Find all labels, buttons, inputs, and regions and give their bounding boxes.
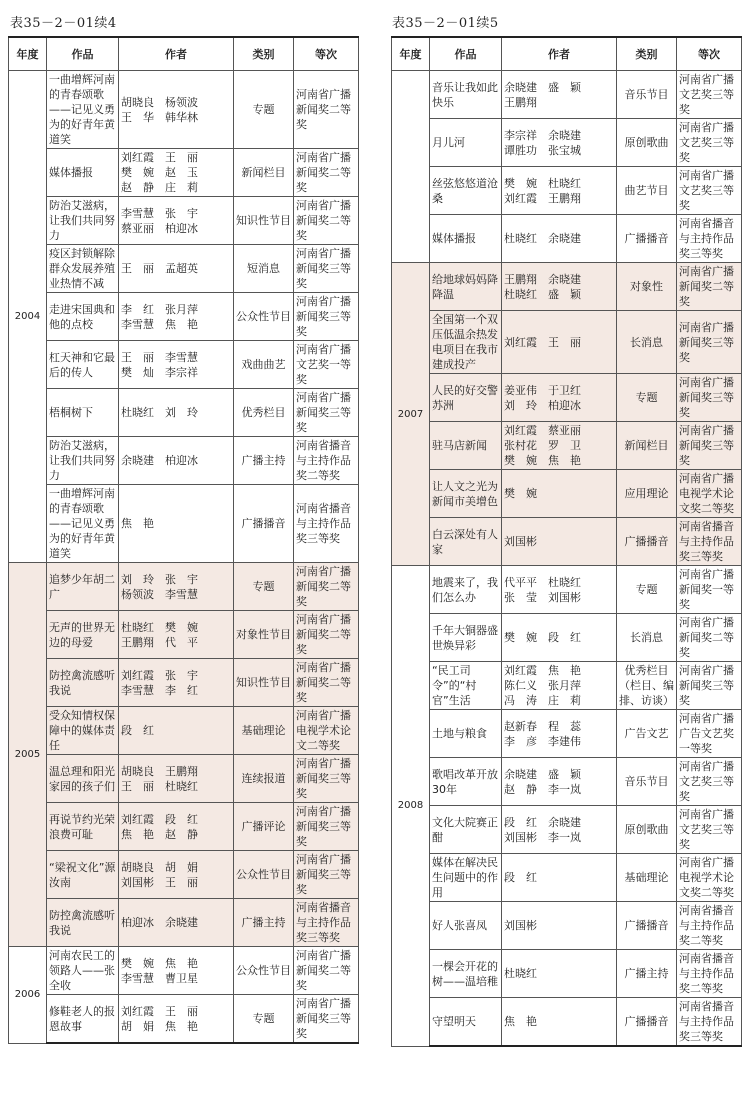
author-cell: 余晓建 盛 颖 赵 静 李一岚 [502, 758, 617, 806]
header-work: 作品 [430, 37, 502, 71]
category-cell: 公众性节目 [234, 851, 294, 899]
header-work: 作品 [47, 37, 119, 71]
table-row [9, 437, 359, 485]
work-cell: 守望明天 [430, 998, 502, 1047]
table-row [9, 245, 359, 293]
work-cell: 让人文之光为新闻市美增色 [430, 470, 502, 518]
table-row [9, 659, 359, 707]
work-cell: 媒体播报 [430, 215, 502, 263]
table-row [9, 995, 359, 1044]
year-cell: 2004 [9, 71, 47, 563]
work-cell: 白云深处有人家 [430, 518, 502, 566]
award-cell: 河南省广播电视学术论文奖二等奖 [677, 854, 742, 902]
table-row [392, 614, 742, 662]
header-category: 类别 [234, 37, 294, 71]
award-cell: 河南省广播新闻奖二等奖 [294, 149, 359, 197]
category-cell: 广播评论 [234, 803, 294, 851]
work-cell: 防治艾滋病，让我们共同努力 [47, 437, 119, 485]
award-cell: 河南省广播新闻奖一等奖 [677, 566, 742, 614]
work-cell: 杠天神和它最后的传人 [47, 341, 119, 389]
category-cell: 短消息 [234, 245, 294, 293]
work-cell: 走进宋国典和他的点校 [47, 293, 119, 341]
category-cell: 优秀栏目（栏目、编排、访谈） [617, 662, 677, 710]
table-row [392, 950, 742, 998]
author-cell: 李 红 张月萍 李雪慧 焦 艳 [119, 293, 234, 341]
award-cell: 河南省播音与主持作品奖三等奖 [677, 998, 742, 1047]
work-cell: 音乐让我如此快乐 [430, 71, 502, 119]
right-table-caption: 表35－2－01续5 [392, 16, 499, 31]
table-row [392, 263, 742, 311]
category-cell: 知识性节目 [234, 659, 294, 707]
category-cell: 长消息 [617, 614, 677, 662]
author-cell: 代平平 杜晓红 张 莹 刘国彬 [502, 566, 617, 614]
award-cell: 河南省广播新闻奖三等奖 [294, 851, 359, 899]
table-row [9, 947, 359, 995]
award-cell: 河南省广播文艺奖三等奖 [677, 119, 742, 167]
award-cell: 河南省播音与主持作品奖二等奖 [677, 902, 742, 950]
category-cell: 公众性节目 [234, 947, 294, 995]
header-category: 类别 [617, 37, 677, 71]
category-cell: 广播播音 [234, 485, 294, 563]
table-row [392, 662, 742, 710]
award-cell: 河南省广播新闻奖三等奖 [677, 311, 742, 374]
award-cell: 河南省播音与主持作品奖三等奖 [294, 485, 359, 563]
header-award: 等次 [294, 37, 359, 71]
work-cell: 月儿河 [430, 119, 502, 167]
author-cell: 刘红霞 段 红 焦 艳 赵 静 [119, 803, 234, 851]
author-cell: 姜亚伟 于卫红 刘 玲 柏迎冰 [502, 374, 617, 422]
work-cell: 追梦少年胡二广 [47, 563, 119, 611]
category-cell: 戏曲曲艺 [234, 341, 294, 389]
author-cell: 段 红 [119, 707, 234, 755]
work-cell: 修鞋老人的报恩故事 [47, 995, 119, 1044]
author-cell: 王鹏翔 余晓建 杜晓红 盛 颖 [502, 263, 617, 311]
award-cell: 河南省播音与主持作品奖二等奖 [294, 437, 359, 485]
author-cell: 刘红霞 王 丽 胡 娟 焦 艳 [119, 995, 234, 1044]
header-year: 年度 [9, 37, 47, 71]
award-cell: 河南省广播广告文艺奖一等奖 [677, 710, 742, 758]
award-cell: 河南省广播新闻奖二等奖 [677, 614, 742, 662]
author-cell: 樊 婉 杜晓红 刘红霞 王鹏翔 [502, 167, 617, 215]
author-cell: 樊 婉 [502, 470, 617, 518]
year-cell: 2005 [9, 563, 47, 947]
category-cell: 基础理论 [234, 707, 294, 755]
award-cell: 河南省播音与主持作品奖三等奖 [677, 518, 742, 566]
category-cell: 广告文艺 [617, 710, 677, 758]
work-cell: 河南农民工的领路人——张全收 [47, 947, 119, 995]
author-cell: 余晓建 盛 颖 王鹏翔 [502, 71, 617, 119]
table-row [392, 806, 742, 854]
award-cell: 河南省播音与主持作品奖三等奖 [677, 215, 742, 263]
work-cell: 媒体在解决民生问题中的作用 [430, 854, 502, 902]
author-cell: 杜晓红 余晓建 [502, 215, 617, 263]
author-cell: 刘国彬 [502, 518, 617, 566]
author-cell: 刘红霞 焦 艳 陈仁义 张月萍 冯 涛 庄 莉 [502, 662, 617, 710]
category-cell: 对象性节目 [234, 611, 294, 659]
table-row [9, 485, 359, 563]
award-cell: 河南省播音与主持作品奖三等奖 [294, 899, 359, 947]
author-cell: 李宗祥 余晓建 谭胜功 张宝城 [502, 119, 617, 167]
work-cell: 歌唱改革开放30年 [430, 758, 502, 806]
award-cell: 河南省广播新闻奖三等奖 [677, 422, 742, 470]
author-cell: 段 红 [502, 854, 617, 902]
category-cell: 广播播音 [617, 518, 677, 566]
left-award-table [8, 36, 359, 1044]
category-cell: 广播播音 [617, 998, 677, 1047]
table-row [392, 215, 742, 263]
work-cell: 地震来了，我们怎么办 [430, 566, 502, 614]
table-row [392, 758, 742, 806]
award-cell: 河南省广播新闻奖二等奖 [294, 563, 359, 611]
work-cell: 防治艾滋病，让我们共同努力 [47, 197, 119, 245]
award-cell: 河南省广播文艺奖三等奖 [677, 167, 742, 215]
author-cell: 樊 婉 段 红 [502, 614, 617, 662]
award-cell: 河南省广播新闻奖三等奖 [294, 389, 359, 437]
year-cell [392, 71, 430, 263]
table-row [392, 854, 742, 902]
table-row [9, 197, 359, 245]
work-cell: 温总理和阳光家园的孩子们 [47, 755, 119, 803]
table-row [9, 149, 359, 197]
category-cell: 公众性节目 [234, 293, 294, 341]
table-row [392, 422, 742, 470]
table-row [392, 374, 742, 422]
category-cell: 应用理论 [617, 470, 677, 518]
work-cell: “民工司令”的“村官”生活 [430, 662, 502, 710]
work-cell: 给地球妈妈降降温 [430, 263, 502, 311]
author-cell: 焦 艳 [502, 998, 617, 1047]
author-cell: 刘红霞 王 丽 樊 婉 赵 玉 赵 静 庄 莉 [119, 149, 234, 197]
author-cell: 刘红霞 王 丽 [502, 311, 617, 374]
category-cell: 广播播音 [617, 215, 677, 263]
header-author: 作者 [502, 37, 617, 71]
author-cell: 段 红 余晓建 刘国彬 李一岚 [502, 806, 617, 854]
category-cell: 专题 [234, 995, 294, 1044]
category-cell: 广播播音 [617, 902, 677, 950]
category-cell: 原创歌曲 [617, 119, 677, 167]
award-cell: 河南省广播电视学术论文二等奖 [294, 707, 359, 755]
header-year: 年度 [392, 37, 430, 71]
category-cell: 对象性 [617, 263, 677, 311]
work-cell: 文化大院赛正酣 [430, 806, 502, 854]
author-cell: 赵新春 程 蕊 李 彦 李建伟 [502, 710, 617, 758]
work-cell: 一曲增辉河南的青春颂歌——记见义勇为的好青年黄道笑 [47, 71, 119, 149]
table-header-row [9, 37, 359, 71]
category-cell: 长消息 [617, 311, 677, 374]
table-row [9, 707, 359, 755]
author-cell: 刘 玲 张 宇 杨领波 李雪慧 [119, 563, 234, 611]
award-cell: 河南省广播文艺奖一等奖 [294, 341, 359, 389]
award-cell: 河南省广播文艺奖三等奖 [677, 806, 742, 854]
author-cell: 王 丽 孟超英 [119, 245, 234, 293]
award-cell: 河南省广播新闻奖三等奖 [294, 803, 359, 851]
author-cell: 杜晓红 樊 婉 王鹏翔 代 平 [119, 611, 234, 659]
year-cell: 2007 [392, 263, 430, 566]
work-cell: 土地与粮食 [430, 710, 502, 758]
work-cell: 驻马店新闻 [430, 422, 502, 470]
table-row [9, 389, 359, 437]
work-cell: 防控禽流感听我说 [47, 899, 119, 947]
author-cell: 胡晓良 杨领波 王 华 韩华林 [119, 71, 234, 149]
category-cell: 广播主持 [617, 950, 677, 998]
author-cell: 焦 艳 [119, 485, 234, 563]
award-cell: 河南省广播新闻奖三等奖 [677, 374, 742, 422]
category-cell: 新闻栏目 [234, 149, 294, 197]
work-cell: 丝弦悠悠道沧桑 [430, 167, 502, 215]
work-cell: 千年大铜器盛世焕异彩 [430, 614, 502, 662]
table-row [392, 710, 742, 758]
author-cell: 刘国彬 [502, 902, 617, 950]
award-cell: 河南省广播新闻奖三等奖 [294, 245, 359, 293]
award-cell: 河南省广播新闻奖二等奖 [294, 197, 359, 245]
work-cell: 疫区封锁解除群众发展养殖业热情不减 [47, 245, 119, 293]
table-row [9, 755, 359, 803]
table-row [392, 311, 742, 374]
category-cell: 音乐节目 [617, 71, 677, 119]
table-row [9, 71, 359, 149]
author-cell: 刘红霞 蔡亚丽 张村花 罗 卫 樊 婉 焦 艳 [502, 422, 617, 470]
table-row [9, 851, 359, 899]
award-cell: 河南省广播文艺奖三等奖 [677, 71, 742, 119]
category-cell: 专题 [617, 566, 677, 614]
award-cell: 河南省广播新闻奖二等奖 [677, 263, 742, 311]
author-cell: 李雪慧 张 宇 蔡亚丽 柏迎冰 [119, 197, 234, 245]
award-cell: 河南省广播新闻奖二等奖 [294, 947, 359, 995]
award-cell: 河南省广播电视学术论文奖二等奖 [677, 470, 742, 518]
table-row [9, 341, 359, 389]
right-award-table [391, 36, 742, 1047]
award-cell: 河南省广播新闻奖二等奖 [294, 71, 359, 149]
award-cell: 河南省广播新闻奖二等奖 [294, 611, 359, 659]
category-cell: 优秀栏目 [234, 389, 294, 437]
award-cell: 河南省广播新闻奖二等奖 [294, 659, 359, 707]
table-row [9, 293, 359, 341]
author-cell: 余晓建 柏迎冰 [119, 437, 234, 485]
year-cell: 2008 [392, 566, 430, 1047]
category-cell: 音乐节目 [617, 758, 677, 806]
table-header-row [392, 37, 742, 71]
work-cell: 一棵会开花的树——温培稚 [430, 950, 502, 998]
work-cell: 梧桐树下 [47, 389, 119, 437]
award-cell: 河南省广播新闻奖三等奖 [294, 995, 359, 1044]
author-cell: 胡晓良 王鹏翔 王 丽 杜晓红 [119, 755, 234, 803]
work-cell: 受众知情权保障中的媒体责任 [47, 707, 119, 755]
table-row [392, 119, 742, 167]
award-cell: 河南省播音与主持作品奖二等奖 [677, 950, 742, 998]
work-cell: 无声的世界无边的母爱 [47, 611, 119, 659]
table-row [9, 563, 359, 611]
work-cell: “梁祝文化”源汝南 [47, 851, 119, 899]
header-award: 等次 [677, 37, 742, 71]
author-cell: 王 丽 李雪慧 樊 灿 李宗祥 [119, 341, 234, 389]
award-cell: 河南省广播新闻奖三等奖 [294, 293, 359, 341]
table-row [392, 566, 742, 614]
author-cell: 杜晓红 刘 玲 [119, 389, 234, 437]
year-cell: 2006 [9, 947, 47, 1044]
author-cell: 胡晓良 胡 娟 刘国彬 王 丽 [119, 851, 234, 899]
category-cell: 新闻栏目 [617, 422, 677, 470]
category-cell: 知识性节目 [234, 197, 294, 245]
table-row [9, 611, 359, 659]
author-cell: 杜晓红 [502, 950, 617, 998]
category-cell: 连续报道 [234, 755, 294, 803]
category-cell: 专题 [617, 374, 677, 422]
table-row [392, 998, 742, 1047]
award-cell: 河南省广播新闻奖三等奖 [677, 662, 742, 710]
category-cell: 广播主持 [234, 437, 294, 485]
table-row [9, 803, 359, 851]
category-cell: 基础理论 [617, 854, 677, 902]
header-author: 作者 [119, 37, 234, 71]
work-cell: 媒体播报 [47, 149, 119, 197]
author-cell: 樊 婉 焦 艳 李雪慧 曹卫星 [119, 947, 234, 995]
author-cell: 刘红霞 张 宇 李雪慧 李 红 [119, 659, 234, 707]
category-cell: 原创歌曲 [617, 806, 677, 854]
work-cell: 一曲增辉河南的青春颂歌——记见义勇为的好青年黄道笑 [47, 485, 119, 563]
work-cell: 全国第一个双压低温余热发电项目在我市建成投产 [430, 311, 502, 374]
table-row [392, 167, 742, 215]
award-cell: 河南省广播文艺奖三等奖 [677, 758, 742, 806]
table-row [9, 899, 359, 947]
category-cell: 专题 [234, 71, 294, 149]
category-cell: 曲艺节目 [617, 167, 677, 215]
table-row [392, 518, 742, 566]
author-cell: 柏迎冰 余晓建 [119, 899, 234, 947]
award-cell: 河南省广播新闻奖三等奖 [294, 755, 359, 803]
category-cell: 广播主持 [234, 899, 294, 947]
work-cell: 防控禽流感听我说 [47, 659, 119, 707]
left-table-caption: 表35－2－01续4 [10, 16, 117, 31]
table-row [392, 902, 742, 950]
table-row [392, 71, 742, 119]
category-cell: 专题 [234, 563, 294, 611]
work-cell: 再说节约光荣浪费可耻 [47, 803, 119, 851]
table-row [392, 470, 742, 518]
work-cell: 人民的好交警苏洲 [430, 374, 502, 422]
work-cell: 好人张喜凤 [430, 902, 502, 950]
